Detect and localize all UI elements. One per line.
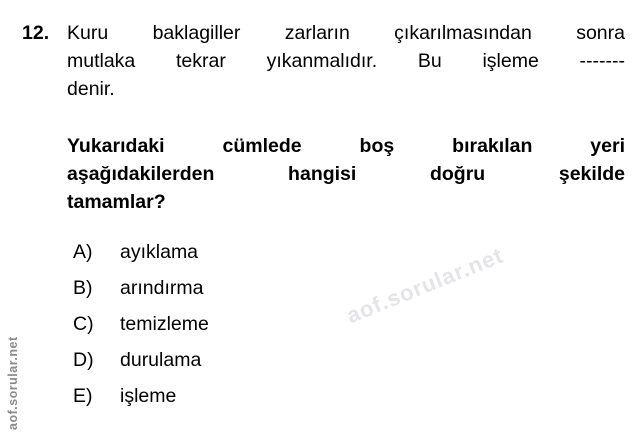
- option-letter: A): [73, 241, 93, 263]
- prompt-line: aşağıdakilerden hangisi doğru şekilde: [67, 163, 625, 185]
- option-text: işleme: [120, 385, 177, 407]
- question-number: 12.: [22, 22, 50, 44]
- prompt-line: Yukarıdaki cümlede boş bırakılan yeri: [67, 135, 625, 157]
- answer-option-e: [67, 378, 625, 414]
- answer-option-a: [67, 234, 625, 270]
- prompt-line: tamamlar?: [67, 191, 166, 213]
- question-text: [67, 19, 625, 103]
- option-letter: B): [73, 277, 93, 299]
- question-text-line: denir.: [67, 78, 115, 100]
- answer-option-b: [67, 270, 625, 306]
- watermark-vertical: aof.sorular.net: [6, 336, 20, 430]
- option-letter: C): [73, 313, 94, 335]
- option-text: arındırma: [120, 277, 204, 299]
- option-letter: E): [73, 385, 93, 407]
- question-block: [22, 19, 625, 414]
- question-row: [22, 19, 625, 103]
- answer-option-d: [67, 342, 625, 378]
- question-prompt: [67, 132, 625, 216]
- option-text: ayıklama: [120, 241, 199, 263]
- question-text-line: mutlaka tekrar yıkanmalıdır. Bu işleme -------: [67, 50, 625, 72]
- answer-options: [67, 234, 625, 414]
- question-text-line: Kuru baklagiller zarların çıkarılmasından sonra: [67, 22, 625, 44]
- option-text: durulama: [120, 349, 202, 371]
- option-text: temizleme: [120, 313, 209, 335]
- option-letter: D): [73, 349, 94, 371]
- watermark-diagonal: aof.sorular.net: [343, 242, 507, 329]
- answer-option-c: [67, 306, 625, 342]
